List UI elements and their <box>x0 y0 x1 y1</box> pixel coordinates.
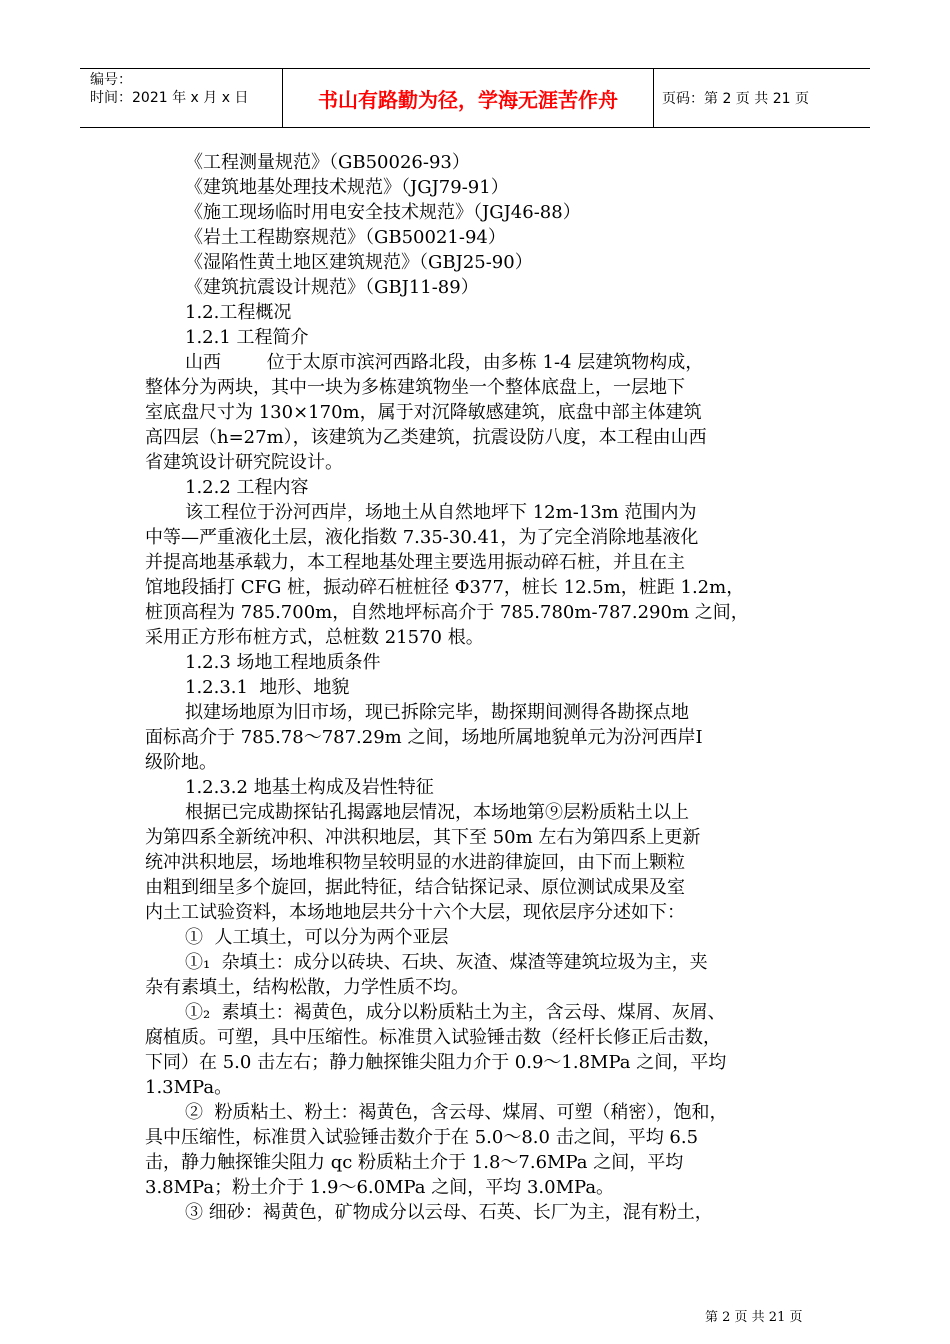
text-line: 采用正方形布桩方式，总桩数 21570 根。 <box>145 627 484 648</box>
text-line: 中等—严重液化土层，液化指数 7.35-30.41，为了完全消除地基液化 <box>145 527 699 548</box>
time-label: 时间：2021 年 x 月 x 日 <box>90 90 249 106</box>
text-line: 并提高地基承载力，本工程地基处理主要选用振动碎石桩，并且在主 <box>145 552 685 573</box>
text-line: 《岩土工程勘察规范》（GB50021-94） <box>185 227 506 248</box>
text-line: 《建筑抗震设计规范》（GBJ11-89） <box>185 277 479 298</box>
page-header <box>80 68 870 128</box>
motto-text: 书山有路勤为径，学海无涯苦作舟 <box>318 87 618 112</box>
text-line: 整体分为两块，其中一块为多栋建筑物坐一个整体底盘上，一层地下 <box>145 377 685 398</box>
text-line: 《工程测量规范》（GB50026-93） <box>185 152 470 173</box>
text-line: 省建筑设计研究院设计。 <box>145 452 343 473</box>
header-page-cell <box>654 69 870 127</box>
text-line: 根据已完成勘探钻孔揭露地层情况，本场地第⑨层粉质粘土以上 <box>185 802 689 823</box>
text-line: 腐植质。可塑，具中压缩性。标准贯入试验锤击数（经杆长修正后击数， <box>145 1027 721 1048</box>
section-heading: 1.2.3 场地工程地质条件 <box>185 652 381 673</box>
text-line: ①₂ 素填土：褐黄色，成分以粉质粘土为主，含云母、煤屑、灰屑、 <box>185 1002 726 1023</box>
text-line: 该工程位于汾河西岸，场地土从自然地坪下 12m-13m 范围内为 <box>185 502 697 523</box>
text-line: ① 人工填土，可以分为两个亚层 <box>185 927 449 948</box>
text-line: ② 粉质粘土、粉土：褐黄色，含云母、煤屑、可塑（稍密），饱和， <box>185 1102 728 1123</box>
text-line: 《建筑地基处理技术规范》（JGJ79-91） <box>185 177 509 198</box>
section-heading: 1.2.工程概况 <box>185 302 292 323</box>
text-line: 击，静力触探锥尖阻力 qc 粉质粘土介于 1.8～7.6MPa 之间，平均 <box>145 1152 684 1173</box>
text-line: 统冲洪积地层，场地堆积物呈较明显的水进韵律旋回，由下而上颗粒 <box>145 852 685 873</box>
text-line: 1.3MPa。 <box>145 1077 233 1098</box>
text-line: 级阶地。 <box>145 752 217 773</box>
text-line: 桩顶高程为 785.700m，自然地坪标高介于 785.780m-787.290m 之间， <box>145 602 749 623</box>
section-heading: 1.2.1 工程简介 <box>185 327 309 348</box>
text-line: 具中压缩性，标准贯入试验锤击数介于在 5.0～8.0 击之间，平均 6.5 <box>145 1127 699 1148</box>
text-line: 拟建场地原为旧市场，现已拆除完毕，勘探期间测得各勘探点地 <box>185 702 689 723</box>
text-line: 高四层（h=27m），该建筑为乙类建筑，抗震设防八度，本工程由山西 <box>145 427 707 448</box>
page-label: 页码：第 2 页 共 21 页 <box>662 91 809 107</box>
text-line: 馆地段插打 CFG 桩，振动碎石桩桩径 Φ377，桩长 12.5m，桩距 1.2m， <box>145 577 745 598</box>
text-line: 面标高介于 785.78～787.29m 之间，场地所属地貌单元为汾河西岸Ⅰ <box>145 727 703 748</box>
text-line: ①₁ 杂填土：成分以砖块、石块、灰渣、煤渣等建筑垃圾为主，夹 <box>185 952 708 973</box>
text-line: 3.8MPa；粉土介于 1.9～6.0MPa 之间，平均 3.0MPa。 <box>145 1177 615 1198</box>
text-line: 内土工试验资料，本场地地层共分十六个大层，现依层序分述如下： <box>145 902 685 923</box>
text-line: 室底盘尺寸为 130×170m，属于对沉降敏感建筑，底盘中部主体建筑 <box>145 402 702 423</box>
section-heading: 1.2.2 工程内容 <box>185 477 309 498</box>
header-motto-cell <box>282 69 654 127</box>
text-line: 《湿陷性黄土地区建筑规范》（GBJ25-90） <box>185 252 533 273</box>
page-footer: 第 2 页 共 21 页 <box>705 1310 803 1325</box>
text-line: 下同）在 5.0 击左右；静力触探锥尖阻力介于 0.9～1.8MPa 之间，平均 <box>145 1052 727 1073</box>
text-line: 杂有素填土，结构松散，力学性质不均。 <box>145 977 469 998</box>
text-line: 山西 位于太原市滨河西路北段，由多栋 1-4 层建筑物构成， <box>185 352 704 373</box>
header-meta <box>80 69 282 127</box>
document-body <box>145 150 807 1225</box>
text-line: 由粗到细呈多个旋回，据此特征，结合钻探记录、原位测试成果及室 <box>145 877 685 898</box>
text-line: 为第四系全新统冲积、冲洪积地层，其下至 50m 左右为第四系上更新 <box>145 827 701 848</box>
text-line: 《施工现场临时用电安全技术规范》（JGJ46-88） <box>185 202 581 223</box>
text-line: ③ 细砂：褐黄色，矿物成分以云母、石英、长厂为主，混有粉土， <box>185 1202 713 1223</box>
section-heading: 1.2.3.2 地基土构成及岩性特征 <box>185 777 434 798</box>
section-heading: 1.2.3.1 地形、地貌 <box>185 677 350 698</box>
number-label: 编号： <box>90 72 132 88</box>
